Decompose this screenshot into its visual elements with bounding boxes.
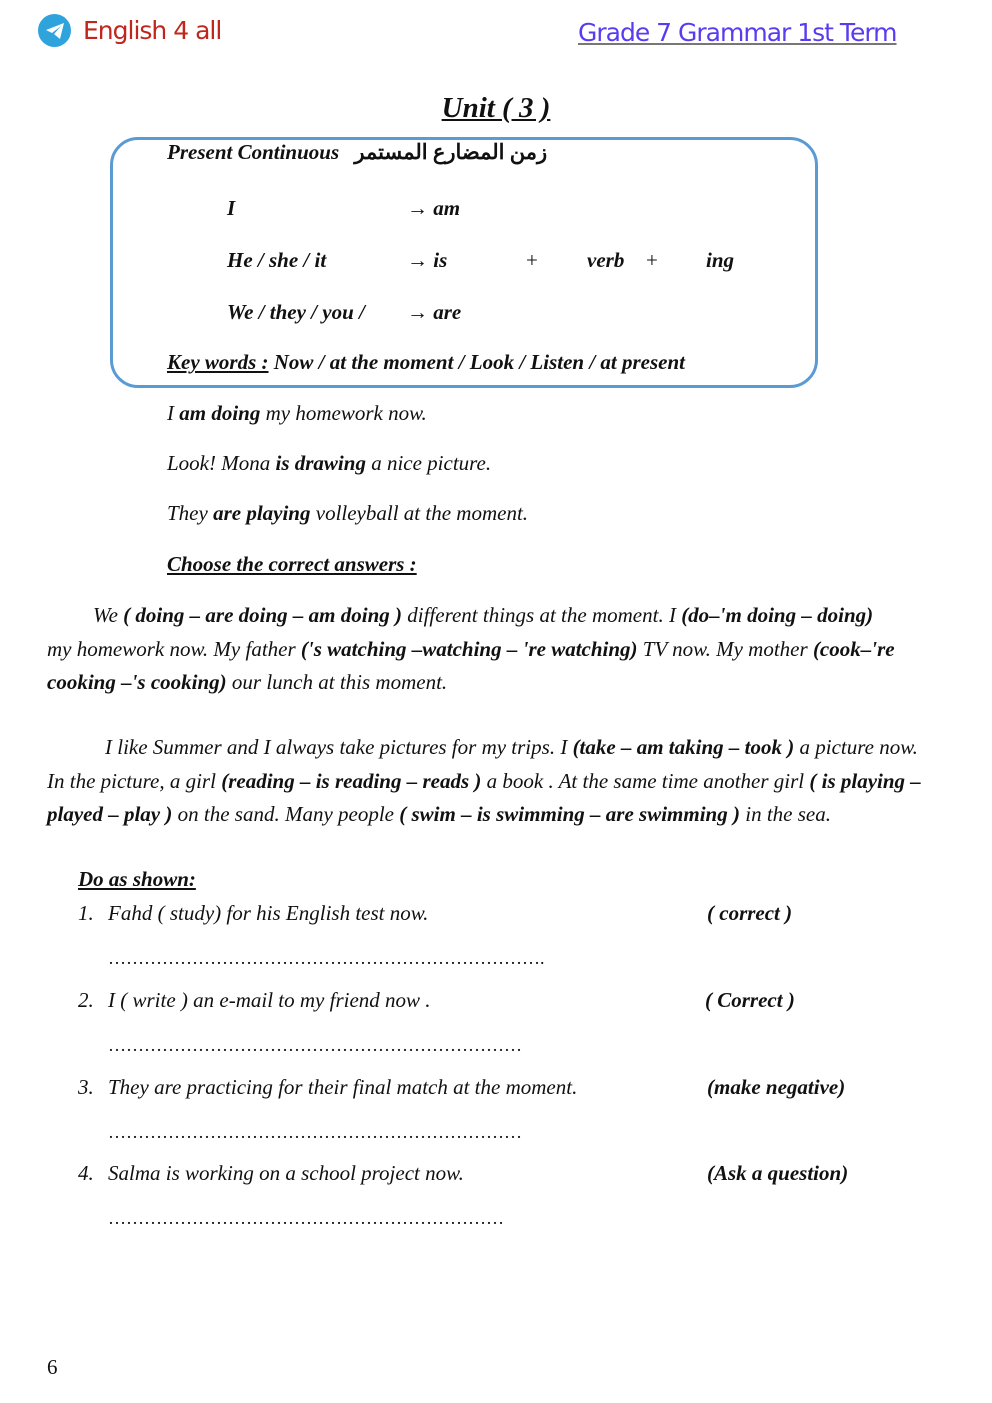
paragraph-text: my homework now. My father xyxy=(47,636,301,661)
key-words-list: Now / at the moment / Look / Listen / at present xyxy=(273,350,686,374)
paragraph-text: on the sand. Many people xyxy=(172,802,400,826)
answer-line[interactable]: …………………………………………………………… xyxy=(108,1122,522,1142)
paragraph-text: We xyxy=(93,603,124,627)
rule-heading-en: Present Continuous xyxy=(167,140,340,164)
paragraph-text: different things at the moment. I xyxy=(402,603,682,627)
exercise-number: 2. xyxy=(78,988,94,1012)
choice-group: (do–'m doing – doing) xyxy=(681,603,874,627)
brand-header xyxy=(38,14,221,47)
example-text: volleyball at the moment. xyxy=(310,501,529,525)
paragraph-text: a book . At the same time another girl xyxy=(481,768,810,793)
example-verb: am doing xyxy=(179,401,261,425)
aux-is: → is xyxy=(407,248,448,272)
exercise-number: 4. xyxy=(78,1161,94,1185)
rule-heading xyxy=(167,140,547,165)
subject-he-she-it: He / she / it xyxy=(227,248,327,272)
choice-group: (reading – is reading – reads ) xyxy=(221,768,482,793)
aux-am: → am xyxy=(407,196,461,220)
ing-label: ing xyxy=(706,248,735,272)
choice-group: (cook–'re cooking –'s cooking) xyxy=(47,636,895,694)
example-verb: is drawing xyxy=(275,451,366,475)
plus-sign: + xyxy=(526,248,538,272)
choose-heading: Choose the correct answers : xyxy=(167,552,417,576)
unit-title: Unit ( 3 ) xyxy=(441,92,551,124)
example-text: I xyxy=(167,401,180,425)
exercise-number: 3. xyxy=(78,1075,94,1099)
answer-line[interactable]: ………………………………………………………………. xyxy=(108,948,545,968)
choice-group: ('s watching –watching – 're watching) xyxy=(300,636,638,661)
exercise-instruction: ( Correct ) xyxy=(705,988,795,1012)
telegram-icon xyxy=(38,14,71,47)
paragraph-text: a picture now. In the picture, a girl xyxy=(47,735,918,793)
example-text: They xyxy=(167,501,214,525)
answer-line[interactable]: ………………………………………………………… xyxy=(108,1208,504,1228)
exercise-text: They are practicing for their final match at the moment. xyxy=(108,1075,578,1099)
paragraph-text: our lunch at this moment. xyxy=(226,670,448,694)
example-1 xyxy=(167,401,427,426)
exercise-text: Salma is working on a school project now. xyxy=(108,1161,464,1185)
exercise-text: I ( write ) an e-mail to my friend now . xyxy=(108,988,431,1012)
paragraph-text: I like Summer and I always take pictures for my trips. I xyxy=(105,735,573,759)
exercise-instruction: ( correct ) xyxy=(707,901,793,925)
example-3 xyxy=(167,501,528,526)
example-text: a nice picture. xyxy=(365,451,492,475)
key-words xyxy=(167,350,685,375)
example-verb: are playing xyxy=(213,501,311,525)
rule-heading-ar: زمن المضارع المستمر xyxy=(354,140,548,164)
key-words-label: Key words : xyxy=(167,350,269,374)
exercise-instruction: (Ask a question) xyxy=(707,1161,849,1185)
example-text: Look! Mona xyxy=(167,451,276,475)
exercise-instruction: (make negative) xyxy=(707,1075,846,1099)
choice-group: (take – am taking – took ) xyxy=(572,735,795,759)
paragraph-text: in the sea. xyxy=(739,802,831,826)
plus-sign: + xyxy=(646,248,658,272)
paragraph-text: TV now. My mother xyxy=(637,636,813,661)
paragraph-2 xyxy=(47,731,932,832)
exercise-number: 1. xyxy=(78,901,94,925)
answer-line[interactable]: …………………………………………………………… xyxy=(108,1035,522,1055)
choice-group: ( is playing – played – play ) xyxy=(47,768,921,826)
verb-label: verb xyxy=(587,248,625,272)
paragraph-1 xyxy=(47,599,897,700)
subject-i: I xyxy=(227,196,236,220)
choice-group: ( doing – are doing – am doing ) xyxy=(123,603,402,627)
document-title: Grade 7 Grammar 1st Term xyxy=(578,18,897,47)
do-as-shown-heading: Do as shown: xyxy=(78,867,196,891)
example-text: my homework now. xyxy=(260,401,427,425)
aux-are: → are xyxy=(407,300,462,324)
choice-group: ( swim – is swimming – are swimming ) xyxy=(399,802,740,826)
subject-we-they-you: We / they / you / xyxy=(227,300,365,324)
exercise-text: Fahd ( study) for his English test now. xyxy=(108,901,429,925)
example-2 xyxy=(167,451,491,476)
brand-name: English 4 all xyxy=(83,16,222,45)
page-number: 6 xyxy=(47,1355,58,1379)
